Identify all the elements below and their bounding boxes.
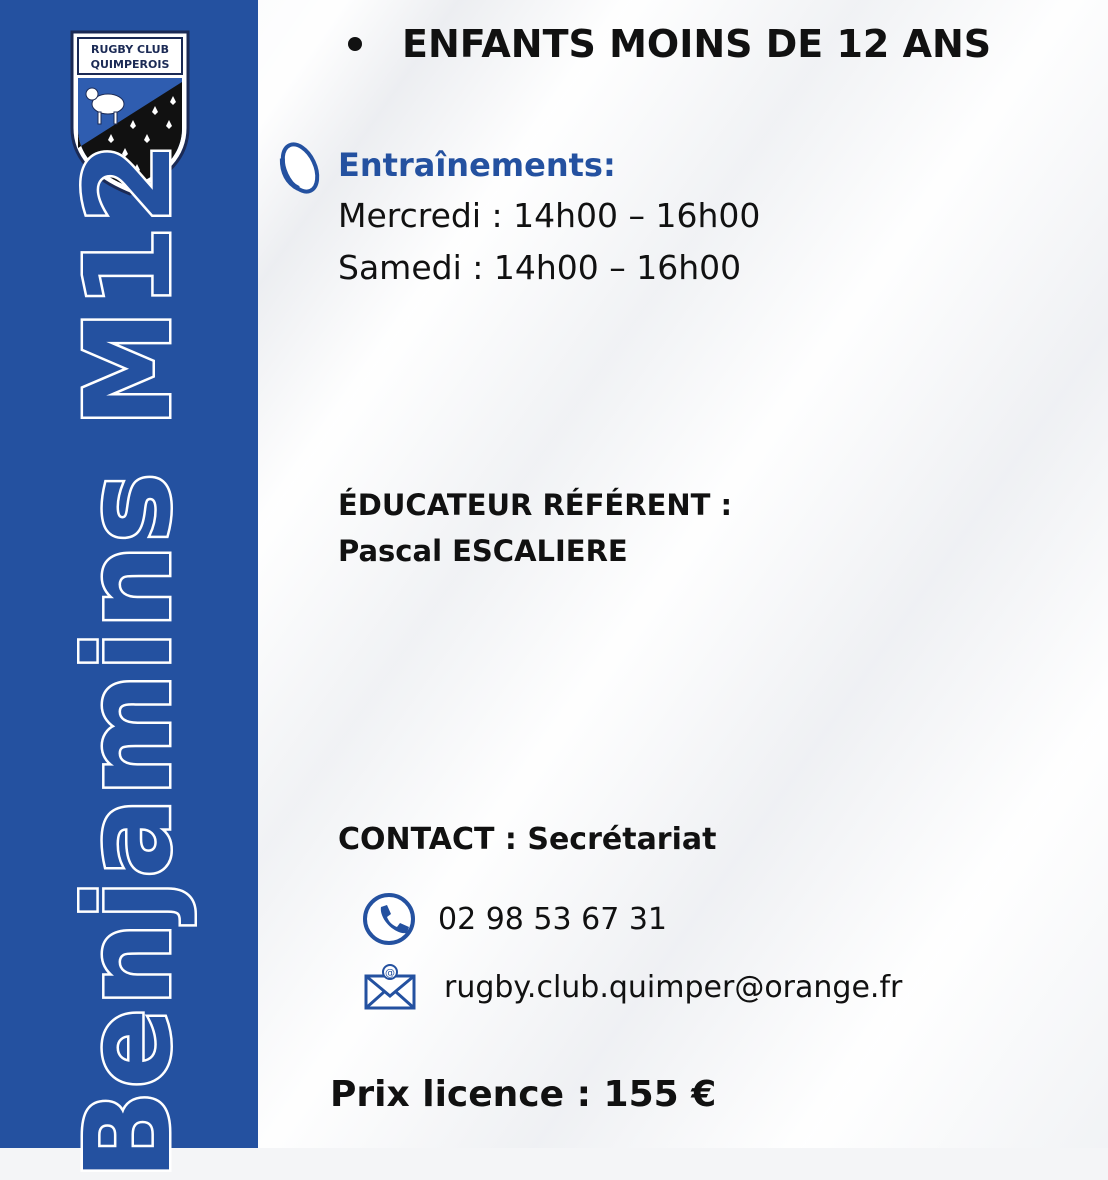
headline <box>348 22 991 66</box>
training-title: Entraînements: <box>338 146 616 184</box>
vertical-title: Benjamins M12 <box>59 139 197 1180</box>
educator-label: ÉDUCATEUR RÉFÉRENT : <box>338 488 733 522</box>
license-price: Prix licence : 155 € <box>330 1074 717 1115</box>
email-row <box>362 962 902 1012</box>
phone-row <box>362 892 667 946</box>
educator-name: Pascal ESCALIERE <box>338 534 628 568</box>
rugby-ball-icon <box>276 140 324 196</box>
sidebar <box>0 0 258 1180</box>
logo-text-line1: RUGBY CLUB <box>90 43 170 56</box>
svg-text:@: @ <box>385 968 395 979</box>
training-line-saturday: Samedi : 14h00 – 16h00 <box>338 248 742 287</box>
content <box>258 0 1108 1148</box>
training-line-wednesday: Mercredi : 14h00 – 16h00 <box>338 196 761 235</box>
phone-icon <box>362 892 416 946</box>
headline-text: ENFANTS MOINS DE 12 ANS <box>402 22 992 66</box>
email-address[interactable]: rugby.club.quimper@orange.fr <box>444 969 903 1005</box>
bullet-icon <box>348 37 362 51</box>
contact-label: CONTACT : Secrétariat <box>338 822 717 857</box>
logo-text-line2: QUIMPEROIS <box>90 58 170 71</box>
email-icon <box>362 962 418 1012</box>
phone-number[interactable]: 02 98 53 67 31 <box>438 901 668 937</box>
